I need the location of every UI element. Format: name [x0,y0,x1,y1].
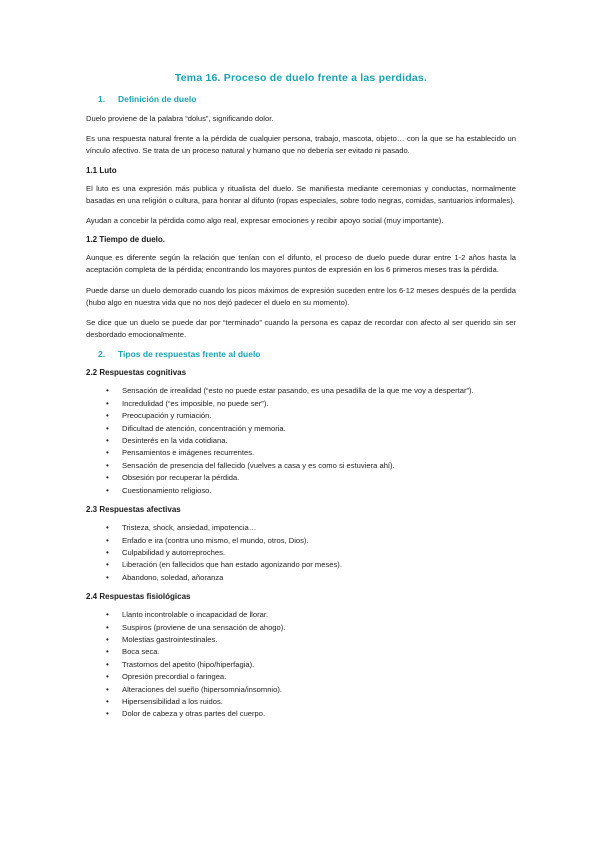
list-item: • Enfado e ira (contra uno mismo, el mundo, otros, Dios). [122,535,516,547]
paragraph: Aunque es diferente según la relación que tenían con el difunto, el proceso de duelo puede durar entre 1-2 años hasta la aceptación completa de la pérdida; encontrando los mayores puntos de expresión en los 6 primeros meses tras la pérdida. [86,253,516,275]
bullet-list-afectivas [86,522,516,584]
list-item: • Obsesión por recuperar la pérdida. [122,472,516,484]
list-item: • Pensamientos e imágenes recurrentes. [122,447,516,459]
list-item: • Hipersensibilidad a los ruidos. [122,696,516,708]
section-1-title: Definición de duelo [118,94,197,104]
list-item: • Culpabilidad y autorreproches. [122,547,516,559]
list-item: • Preocupación y rumiación. [122,410,516,422]
list-item: • Liberación (en fallecidos que han estado agonizando por meses). [122,559,516,571]
bullet-list-cognitivas [86,385,516,497]
subheading-tiempo: 1.2 Tiempo de duelo. [86,235,165,245]
paragraph: El luto es una expresión más publica y ritualista del duelo. Se manifiesta mediante ceremonias y conductas, normalmente basadas en una religión o cultura, para honrar al difunto (ropas especiales, sobre todo negras, comidas, santuarios informales). [86,183,516,205]
list-item: • Boca seca. [122,646,516,658]
list-item: • Suspiros (proviene de una sensación de ahogo). [122,622,516,634]
list-item: • Dolor de cabeza y otras partes del cuerpo. [122,708,516,720]
section-1-heading [98,94,516,104]
paragraph: Ayudan a concebir la pérdida como algo real, expresar emociones y recibir apoyo social (muy importante). [86,216,444,226]
section-2-title: Tipos de respuestas frente al duelo [118,349,261,360]
list-item: • Desinterés en la vida cotidiana. [122,435,516,447]
list-item: • Molestias gastrointestinales. [122,634,516,646]
subheading-fisiologicas: 2.4 Respuestas fisiológicas [86,592,191,602]
bullet-list-fisiologicas [86,609,516,721]
paragraph: Se dice que un duelo se puede dar por “terminado” cuando la persona es capaz de recordar con afecto al ser querido sin ser desbordado emocionalmente. [86,318,516,340]
section-2-number: 2. [98,349,106,360]
list-item: • Sensación de presencia del fallecido (vuelves a casa y es como si estuviera ahí). [122,460,516,472]
paragraph: Es una respuesta natural frente a la pérdida de cualquier persona, trabajo, mascota, objeto… con la que se ha establecido un vínculo afectivo. Se trata de un proceso natural y humano que no debería ser evitado ni pasado. [86,134,516,156]
document-title: Tema 16. Proceso de duelo frente a las perdidas. [174,72,428,84]
subheading-luto: 1.1 Luto [86,165,117,175]
section-1-number: 1. [98,94,106,104]
list-item: • Trastornos del apetito (hipo/hiperfagia). [122,659,516,671]
list-item: • Abandono, soledad, añoranza [122,572,516,584]
list-item: • Incredulidad (“es imposible, no puede ser”). [122,398,516,410]
list-item: • Sensación de irrealidad (“esto no puede estar pasando, es una pesadilla de la que me voy a despertar”). [122,385,516,397]
subheading-cognitivas: 2.2 Respuestas cognitivas [86,368,187,378]
list-item: • Llanto incontrolable o incapacidad de llorar. [122,609,516,621]
subheading-afectivas: 2.3 Respuestas afectivas [86,505,181,515]
list-item: • Dificultad de atención, concentración y memoria. [122,423,516,435]
list-item: • Cuestionamiento religioso. [122,485,516,497]
paragraph: Duelo proviene de la palabra “dolus”, significando dolor. [86,114,274,123]
paragraph: Puede darse un duelo demorado cuando los picos máximos de expresión suceden entre los 6-12 meses después de la perdida (hubo algo en nuestra vida que no nos dejó padecer el duelo en su momento). [86,285,516,307]
list-item: • Alteraciones del sueño (hipersomnia/insomnio). [122,684,516,696]
list-item: • Opresión precordial o faringea. [122,671,516,683]
section-2-heading [98,349,516,359]
document-page [86,66,516,729]
list-item: • Tristeza, shock, ansiedad, impotencia… [122,522,516,534]
